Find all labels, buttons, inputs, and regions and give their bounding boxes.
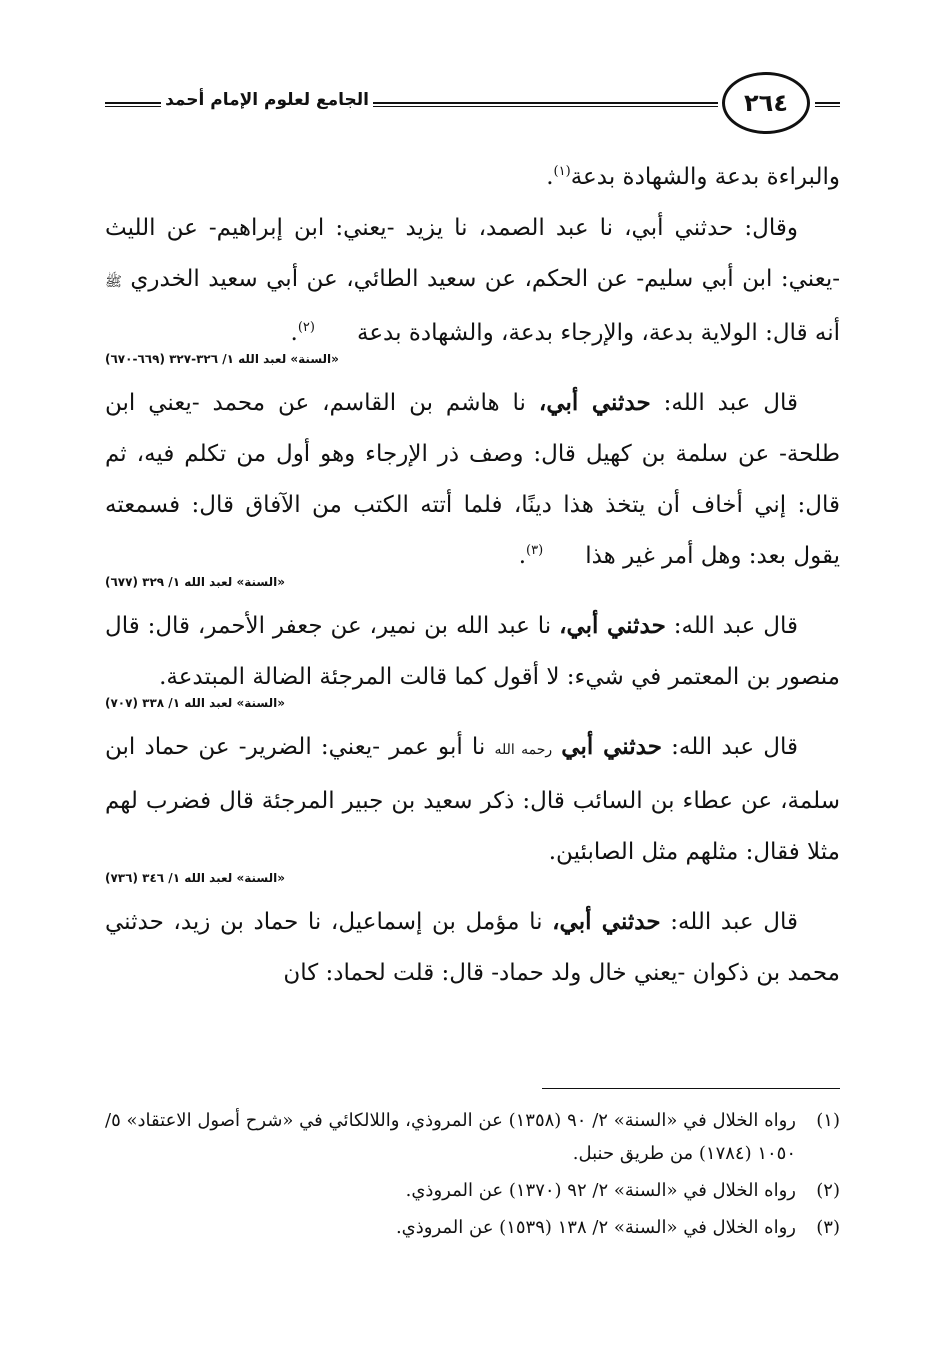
running-title: الجامع لعلوم الإمام أحمد xyxy=(165,90,369,110)
paragraph-1: والبراءة بدعة والشهادة بدعة(١). xyxy=(546,164,840,190)
header-rule-right xyxy=(815,102,840,107)
citation-2-text: «السنة» لعبد الله ١/ ٣٢٩ (٦٧٧) xyxy=(105,575,285,589)
paragraph-2-text: وقال: حدثني أبي، نا عبد الصمد، نا يزيد -يعني: ابن إبراهيم- عن الليث -يعني: ابن أبي سليم- عن الحكم، عن سعيد الطائي، عن أبي سعيد الخدري xyxy=(105,215,840,292)
paragraph-1-text: والبراءة بدعة والشهادة بدعة xyxy=(570,164,840,190)
citation-4-text: «السنة» لعبد الله ١/ ٣٤٦ (٧٣٦) xyxy=(105,871,285,885)
paragraph-6-text: نا مؤمل بن إسماعيل، نا حماد بن زيد، حدثني محمد بن ذكوان -يعني خال ولد حماد- قال: قلت لحماد: كان xyxy=(105,909,840,986)
footnote-3-text: رواه الخلال في «السنة» ٢/ ١٣٨ (١٥٣٩) عن المروذي. xyxy=(395,1217,796,1238)
page-number: ٢٦٤ xyxy=(722,72,810,134)
paragraph-3-text: نا هاشم بن القاسم، عن محمد -يعني ابن طلحة- عن سلمة بن كهيل قال: وصف ذر الإرجاء وهو أول من تكلم فيه، ثم قال: إني أخاف أن يتخذ هذا دينًا، فلما أتته الكتب من الآفاق قال: فسمعته يقول بعد: وهل أمر غير هذا xyxy=(105,390,840,569)
footnote-1 xyxy=(105,1104,840,1170)
footnote-2-number: (٢) xyxy=(816,1180,840,1201)
footnote-1-text: رواه الخلال في «السنة» ٢/ ٩٠ (١٣٥٨) عن المروذي، واللالكائي في «شرح أصول الاعتقاد» ٥/ ١٠٥٠ (١٧٨٤) من طريق حنبل. xyxy=(105,1110,797,1164)
paragraph-5-text: نا أبو عمر -يعني: الضرير- عن حماد ابن سلمة، عن عطاء بن السائب قال: ذكر سعيد بن جبير المرجئة قال فضرب لهم مثلا فقال: مثلهم مثل الصابئين. xyxy=(105,734,841,865)
paragraph-4-text: نا عبد الله بن نمير، عن جعفر الأحمر، قال: قال منصور بن المعتمر في شيء: لا أقول كما قالت المرجئة الضالة المبتدعة. xyxy=(105,613,840,690)
paragraph-5-lead: قال عبد الله: xyxy=(671,734,798,760)
main-text xyxy=(105,152,840,999)
paragraph-6-lead: قال عبد الله: xyxy=(670,909,798,935)
paragraph-6 xyxy=(105,896,840,999)
paragraph-5 xyxy=(105,721,840,878)
citation-1-text: «السنة» لعبد الله ١/ ٣٢٦-٣٢٧ (٦٦٩-٦٧٠) xyxy=(105,352,339,366)
footnote-separator xyxy=(542,1088,840,1089)
footnote-2 xyxy=(105,1174,840,1207)
footnote-2-text: رواه الخلال في «السنة» ٢/ ٩٢ (١٣٧٠) عن المروذي. xyxy=(405,1180,796,1201)
footnote-1-number: (١) xyxy=(816,1110,840,1131)
footnote-3 xyxy=(105,1211,840,1244)
honorific-mark-2: رحمه الله xyxy=(494,742,553,758)
paragraph-4-lead: قال عبد الله: xyxy=(673,613,798,639)
footnote-3-number: (٣) xyxy=(816,1217,840,1238)
paragraph-5-bold: حدثني أبي xyxy=(561,733,662,760)
honorific-mark: ﷺ xyxy=(105,274,122,290)
header-rule-left xyxy=(105,102,161,107)
paragraph-4 xyxy=(105,600,840,703)
footnotes xyxy=(105,1104,840,1248)
paragraph-2-end: أنه قال: الولاية بدعة، والإرجاء بدعة، والشهادة بدعة xyxy=(356,320,840,346)
paragraph-3-bold: حدثني أبي، xyxy=(538,389,651,416)
page-header xyxy=(105,72,840,136)
paragraph-6-bold: حدثني أبي، xyxy=(552,908,661,935)
paragraph-3-lead: قال عبد الله: xyxy=(663,390,799,416)
paragraph-3: قال عبد الله: حدثني أبي، نا هاشم بن القاسم، عن محمد -يعني ابن طلحة- عن سلمة بن كهيل قال: وصف ذر الإرجاء وهو أول من تكلم فيه، ثم قال: إني أخاف أن يتخذ هذا دينًا، فلما أتته الكتب من الآفاق قال: فسمعته يقول بعد: وهل أمر غير هذا(٣). xyxy=(105,389,840,569)
header-rule-middle xyxy=(373,102,718,107)
citation-3-text: «السنة» لعبد الله ١/ ٣٣٨ (٧٠٧) xyxy=(105,696,285,710)
paragraph-4-bold: حدثني أبي، xyxy=(559,612,666,639)
paragraph-2: وقال: حدثني أبي، نا عبد الصمد، نا يزيد -يعني: ابن إبراهيم- عن الليث -يعني: ابن أبي سليم- عن الحكم، عن سعيد الطائي، عن أبي سعيد الخدري ﷺ أنه قال: الولاية بدعة، والإرجاء بدعة، والشهادة بدعة(٢). xyxy=(105,215,840,346)
